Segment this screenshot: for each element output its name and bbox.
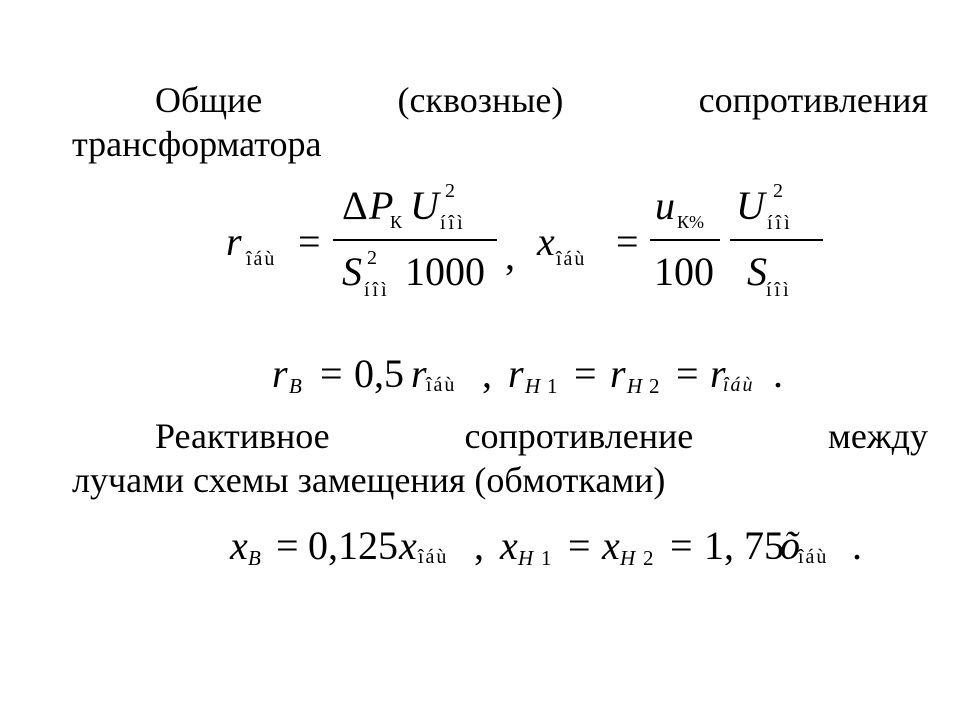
equals-sign: = [568,523,591,568]
word: Реактивное [155,416,330,456]
paragraph-line [72,78,928,122]
S-symbol: S [342,249,362,294]
xH2-subscript: H [620,546,636,570]
delta-symbol: Δ [342,183,368,228]
xB-subscript: B [248,546,261,570]
coefficient: 1, 75 [704,523,784,568]
fraction-bar [730,239,823,241]
P-symbol: P [369,183,394,228]
r-subscript: îáù [723,374,755,396]
rB-symbol: r [272,351,288,396]
equals-sign: = [574,351,597,396]
equals-sign: = [298,219,321,264]
U-subscript: íîì [440,212,466,234]
rH1-index: 1 [547,374,558,398]
equals-sign: = [320,351,343,396]
denominator-value: 100 [654,249,714,294]
U-superscript: 2 [445,180,455,202]
paragraph-line [72,414,928,458]
paragraph-reactive-resistance [72,414,928,502]
coefficient: 0,5 [354,351,404,396]
rH1-subscript: H [525,374,541,398]
S-symbol: S [747,249,767,294]
period: . [773,351,783,396]
xH2-symbol: x [602,523,620,568]
x-symbol: õ [780,523,800,568]
P-subscript: К [390,212,403,232]
r-symbol: r [710,351,726,396]
xH1-symbol: x [500,523,518,568]
u-symbol: u [655,183,675,228]
word: между [828,416,928,456]
comma: , [474,523,484,568]
U-symbol: U [736,183,765,228]
x-symbol: x [537,219,555,264]
equals-sign: = [670,523,693,568]
fraction-bar [650,239,720,241]
word: Общие [155,80,263,120]
paragraph-line: трансформатора [72,124,322,164]
r-subscript: îáù [246,248,277,270]
S-superscript: 2 [367,247,377,269]
rB-subscript: B [289,374,302,398]
equals-sign: = [676,351,699,396]
rH2-subscript: H [627,374,643,398]
xH1-index: 1 [541,546,552,570]
coefficient: 0,125 [308,523,398,568]
xB-symbol: x [230,523,248,568]
equals-sign: = [276,523,299,568]
S-subscript: íîì [766,279,792,301]
rH2-index: 2 [649,374,660,398]
r-symbol: r [411,351,427,396]
S-subscript: íîì [364,279,390,301]
comma: , [505,233,515,278]
word: сопротивление [464,416,694,456]
rH1-symbol: r [508,351,524,396]
word: (сквозные) [397,80,564,120]
U-symbol: U [410,183,439,228]
xH1-subscript: H [518,546,534,570]
U-subscript: íîì [767,212,793,234]
r-symbol: r [226,219,242,264]
xH2-index: 2 [643,546,654,570]
x-subscript: îáù [418,546,449,568]
rH2-symbol: r [610,351,626,396]
denominator-value: 1000 [405,249,485,294]
x-symbol: x [399,523,417,568]
paragraph-line: лучами схемы замещения (обмотками) [72,460,666,500]
r-subscript: îáù [426,374,457,396]
U-superscript: 2 [773,180,783,202]
word: сопротивления [698,80,928,120]
x-subscript: îáù [556,248,587,270]
u-subscript: К% [677,212,704,232]
fraction-bar [333,239,497,241]
paragraph-total-resistances [72,78,928,166]
comma: , [482,351,492,396]
x-subscript: îáù [798,546,829,568]
equals-sign: = [616,219,639,264]
period: . [852,523,862,568]
